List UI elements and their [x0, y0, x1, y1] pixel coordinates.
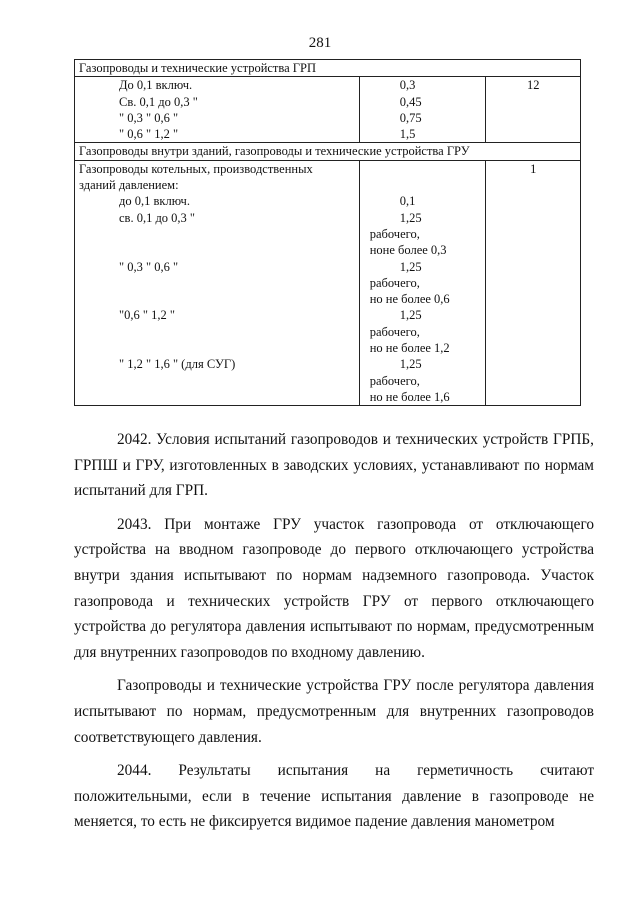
- row-value-note: рабочего,: [369, 324, 420, 339]
- row-value: 0,45: [399, 94, 422, 109]
- section-heading-gru: Газопроводы внутри зданий, газопроводы и технические устройства ГРУ: [75, 143, 581, 160]
- row-label: "0,6 " 1,2 ": [119, 308, 175, 323]
- body-text: [74, 427, 594, 835]
- section2-labels: [75, 160, 360, 405]
- row-label: " 0,6 " 1,2 ": [119, 127, 179, 142]
- table-section-body: [75, 77, 581, 143]
- row-value: 1,25: [399, 308, 422, 323]
- row-value: 1,25: [399, 210, 422, 225]
- row-value-note: рабочего,: [369, 373, 420, 388]
- row-value-note: но не более 0,6: [369, 292, 450, 307]
- row-value: 1,25: [399, 259, 422, 274]
- row-label: св. 0,1 до 0,3 ": [119, 210, 196, 225]
- paragraph-2042: 2042. Условия испытаний газопроводов и технических устройств ГРПБ, ГРПШ и ГРУ, изготовленных в заводских условиях, устанавливают по нормам испытаний для ГРП.: [74, 431, 594, 500]
- paragraph-2044: 2044. Результаты испытания на герметичность считают положительными, если в течение испытания давление в газопроводе не меняется, то есть не фиксируется видимое падение давления манометром: [74, 762, 594, 831]
- row-value-note: но не более 1,6: [369, 389, 450, 404]
- pressure-test-table: [74, 59, 581, 406]
- table-section-heading: [75, 60, 581, 77]
- section1-labels: [75, 77, 360, 143]
- row-value: 1,5: [399, 127, 416, 142]
- row-value: 0,75: [399, 110, 422, 125]
- row-label: До 0,1 включ.: [119, 78, 193, 93]
- section1-values: [359, 77, 486, 143]
- row-value: 0,1: [399, 194, 416, 209]
- row-label: Св. 0,1 до 0,3 ": [119, 94, 198, 109]
- section2-values: [359, 160, 486, 405]
- intro-line: Газопроводы котельных, производственных: [79, 161, 313, 176]
- section1-duration: 12: [486, 77, 581, 143]
- paragraph-gru-after-regulator: Газопроводы и технические устройства ГРУ после регулятора давления испытывают по нормам, предусмотренным для внутренних газопроводов соответствующего давления.: [74, 677, 594, 746]
- row-value: 1,25: [399, 357, 422, 372]
- row-value-note: рабочего,: [369, 226, 420, 241]
- intro-line: зданий давлением:: [79, 178, 179, 193]
- table-section-body: [75, 160, 581, 405]
- row-label: " 0,3 " 0,6 ": [119, 259, 179, 274]
- section2-duration: 1: [486, 160, 581, 405]
- page-number: 281: [308, 35, 332, 51]
- row-value-note: но не более 1,2: [369, 341, 450, 356]
- row-value-note: ноне более 0,3: [369, 243, 447, 258]
- row-value-note: рабочего,: [369, 275, 420, 290]
- row-label: " 1,2 " 1,6 " (для СУГ): [119, 357, 236, 372]
- table-section-heading: [75, 143, 581, 160]
- row-label: " 0,3 " 0,6 ": [119, 110, 179, 125]
- section-heading-grp: Газопроводы и технические устройства ГРП: [75, 60, 581, 77]
- paragraph-2043: 2043. При монтаже ГРУ участок газопровода от отключающего устройства на вводном газопроводе до первого отключающего устройства внутри здания испытывают по нормам надземного газопровода. Участок газопровода и технических устройств ГРУ от первого отключающего устройства до регулятора давления испытывают по нормам, предусмотренным для внутренних газопроводов по входному давлению.: [74, 515, 594, 661]
- row-label: до 0,1 включ.: [119, 194, 190, 209]
- row-value: 0,3: [399, 78, 416, 93]
